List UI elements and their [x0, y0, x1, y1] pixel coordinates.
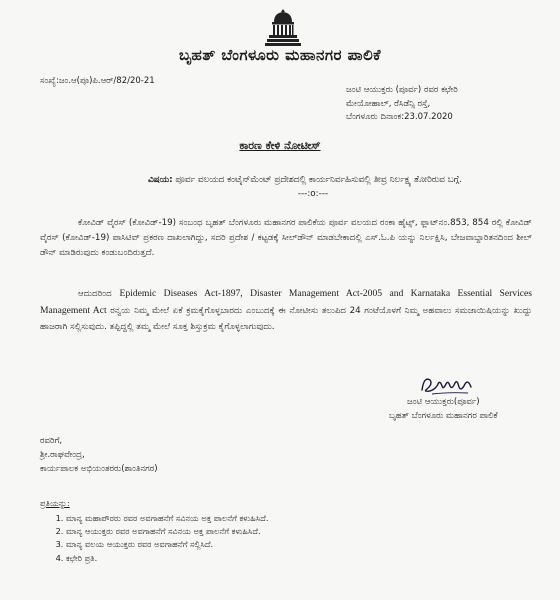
from-street: ಮೇಯೋಹಾಲ್, ರೆಸಿಡೆನ್ಸಿ ರಸ್ತೆ,: [346, 98, 431, 109]
signatory-title: ಜಂಟಿ ಆಯುಕ್ತರು(ಪೂರ್ವ): [407, 397, 480, 407]
copies-heading: ಪ್ರತಿಯನ್ನು:: [40, 498, 70, 508]
paragraph-2-acts: Epidemic Diseases Act-1897, Disaster Management Act-2005 and Karnataka Essential Services Management Act: [40, 288, 532, 316]
subject-text: ಪೂರ್ವ ವಲಯದ ಕಂಟೈನ್‌ಮೆಂಟ್ ಪ್ರದೇಶದಲ್ಲಿ ಕಾರ್ಯನಿರ್ವಹಿಸುವಲ್ಲಿ ತೀವ್ರ ನಿರ್ಲಕ್ಷ್ಯ ತೋರಿರುವ ಬಗ್ಗೆ.: [175, 175, 462, 185]
office-title: ಬೃಹತ್ ಬೆಂಗಳೂರು ಮಹಾನಗರ ಪಾಲಿಕೆ: [179, 46, 381, 64]
copy-item: 1. ಮಾನ್ಯ ಮಹಾಪೌರರು ರವರ ಅವಗಾಹನೆಗೆ ಸವಿನಯ ಅಕ್ತ ಪಾಲನೆಗೆ ಕಳುಹಿಸಿದೆ.: [66, 512, 268, 525]
addressee-name: ಶ್ರೀ.ರಾಘವೇಂದ್ರ,: [40, 450, 85, 461]
copies-block: [40, 497, 268, 565]
subject-block: [148, 174, 478, 201]
from-office: ಜಂಟಿ ಆಯುಕ್ತರು (ಪೂರ್ವ) ರವರ ಕಛೇರಿ: [346, 85, 458, 95]
paragraph-2: [40, 286, 532, 335]
addressee-to: ರವರಿಗೆ,: [40, 436, 63, 446]
notice-title: ಕಾರಣ ಕೇಳಿ ನೋಟೀಸ್: [239, 139, 321, 152]
signatory-block: [389, 396, 498, 423]
handwritten-signature: [418, 372, 478, 398]
paragraph-2-intro: ಆದುದರಿಂದ: [78, 289, 120, 299]
bbmp-emblem-icon: [263, 6, 303, 48]
from-date: ಬೆಂಗಳೂರು ದಿನಾಂಕ:23.07.2020: [346, 112, 453, 123]
signatory-office: ಬೃಹತ್ ಬೆಂಗಳೂರು ಮಹಾನಗರ ಪಾಲಿಕೆ: [389, 410, 498, 421]
subject-label: ವಿಷಯ:: [148, 175, 173, 185]
copies-list: [40, 512, 268, 565]
copy-item: 2. ಮಾನ್ಯ ಆಯುಕ್ತರು ರವರ ಅವಗಾಹನೆಗೆ ಸವಿನಯ ಅಕ್ತ ಪಾಲನೆಗೆ ಕಳುಹಿಸಿದೆ.: [66, 525, 268, 538]
copy-item: 4. ಕಛೇರಿ ಪ್ರತಿ.: [66, 552, 268, 565]
addressee-designation: ಕಾರ್ಯಪಾಲಕ ಅಭಿಯಂತರರು(ಶಾಂತಿನಗರ): [40, 464, 158, 475]
addressee-block: [40, 434, 158, 476]
from-address: [346, 84, 458, 125]
paragraph-2-body: ರನ್ವಯ ನಿಮ್ಮ ಮೇಲೆ ಏಕೆ ಕ್ರಮಕೈಗೊಳ್ಳಬಾರದು ಎಂಬುದಕ್ಕೆ ಈ ನೋಟೀಸು ತಲುಪಿದ 24 ಗಂಟೆಯೊಳಗೆ ನಿಮ್ಮ ಅಹವಾಲು ಸಮಜಾಯಿಷಿಯನ್ನು ಖುದ್ದು ಹಾಜರಾಗಿ ಸಲ್ಲಿಸುವುದು. ತಪ್ಪಿದ್ದಲ್ಲಿ ತಮ್ಮ ಮೇಲೆ ಸೂಕ್ತ ಶಿಸ್ತುಕ್ರಮ ಕೈಗೊಳ್ಳಲಾಗುವುದು.: [40, 305, 532, 332]
reference-number: ಸಂಖ್ಯೆ:ಜಂ.ಆ(ಪೂ)ಪಿ.ಆರ್/82/20-21: [40, 76, 155, 86]
paragraph-1: ಕೋವಿಡ್ ವೈರಸ್ (ಕೋವಿಡ್-19) ಸಂಬಂಧ ಬೃಹತ್ ಬೆಂಗಳೂರು ಮಹಾನಗರ ಪಾಲಿಕೆಯ ಪೂರ್ವ ವಲಯದ ರಂಕಾ ಹೈಟ್ಸ್, ಫ್ಲಾಟ್‌ನಂ.853, 854 ರಲ್ಲಿ ಕೋವಿಡ್ ವೈರಸ್ (ಕೋವಿಡ್-19) ಪಾಸಿಟಿವ್ ಪ್ರಕರಣ ದಾಖಲಾಗಿದ್ದು, ಸದರಿ ಪ್ರದೇಶ / ಕಟ್ಟಡಕ್ಕೆ ಸೀಲ್‌ಡೌನ್ ಮಾಡಬೇಕಾದಲ್ಲಿ ಎಸ್.ಓ.ಪಿ ಯನ್ನು ನಿರ್ಲಕ್ಷಿಸಿ, ಬೇಜವಾಬ್ದಾರಿತನದಿಂದ ಶೀಲ್ ಡೌನ್ ಮಾಡಿರುವುದು ಕಂಡುಬಂದಿರುತ್ತದೆ.: [40, 218, 532, 259]
subject-divider: ---:o:---: [297, 188, 329, 199]
copy-item: 3. ಮಾನ್ಯ ವಲಯ ಆಯುಕ್ತರು ರವರ ಅವಗಾಹನೆಗೆ ಸಲ್ಲಿಸಿದೆ.: [66, 538, 268, 551]
